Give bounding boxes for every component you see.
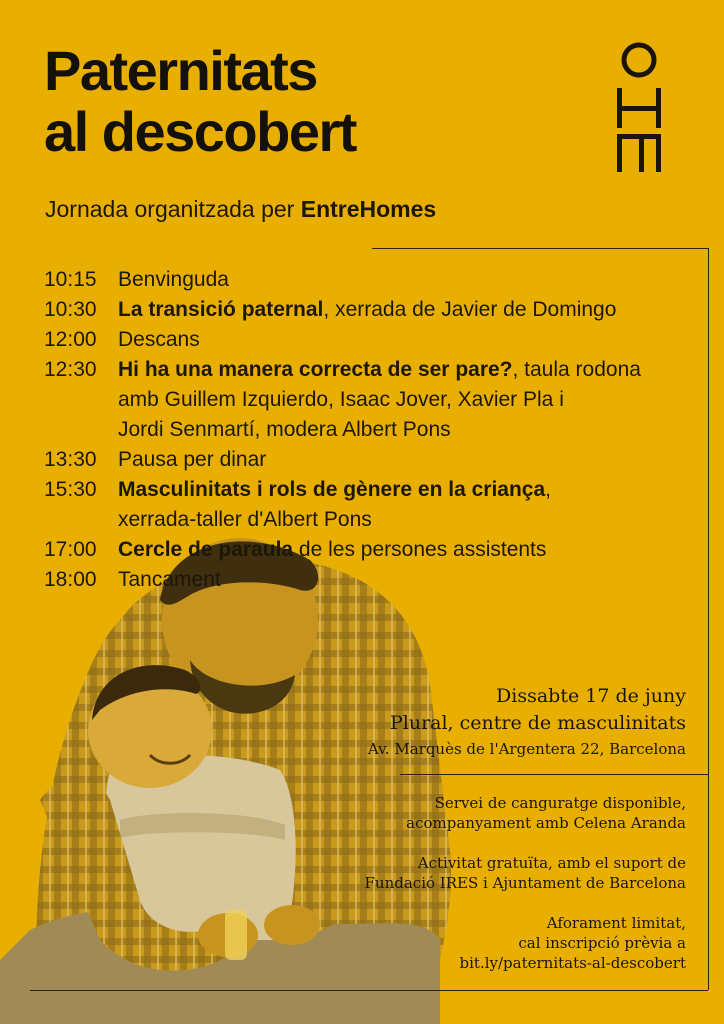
schedule-time: 10:15: [44, 268, 97, 291]
schedule-continuation: amb Guillem Izquierdo, Isaac Jover, Xavier Pla i: [118, 388, 564, 411]
schedule-item: [44, 535, 704, 565]
venue-info: [368, 683, 686, 761]
schedule-time: 12:30: [44, 358, 97, 381]
poster-title: [44, 40, 356, 162]
note-line: acompanyament amb Celena Aranda: [406, 814, 686, 832]
poster-subtitle: [45, 196, 436, 223]
schedule-highlight: La transició paternal: [118, 298, 324, 321]
schedule-list: [44, 265, 704, 595]
note-line: Fundació IRES i Ajuntament de Barcelona: [364, 874, 686, 892]
schedule-description: [118, 535, 704, 565]
schedule-time: 15:30: [44, 478, 97, 501]
schedule-time: 17:00: [44, 538, 97, 561]
schedule-text: Descans: [118, 328, 200, 351]
title-line-2: al descobert: [44, 100, 356, 163]
event-date: Dissabte 17 de juny: [496, 685, 686, 707]
schedule-time: 12:00: [44, 328, 97, 351]
note-line: bit.ly/paternitats-al-descobert: [459, 954, 686, 972]
event-place: Plural, centre de masculinitats: [389, 712, 686, 734]
note-block: [365, 793, 686, 833]
schedule-item: [44, 445, 704, 475]
schedule-highlight: Hi ha una manera correcta de ser pare?: [118, 358, 513, 381]
title-line-1: Paternitats: [44, 39, 317, 102]
note-block: [365, 913, 686, 973]
schedule-time: 13:30: [44, 448, 97, 471]
schedule-description: [118, 445, 704, 475]
schedule-text: , taula rodona: [512, 358, 641, 381]
schedule-time: 18:00: [44, 568, 97, 591]
schedule-text: , xerrada de Javier de Domingo: [323, 298, 617, 321]
schedule-description: [118, 475, 704, 535]
schedule-continuation: xerrada-taller d'Albert Pons: [118, 508, 372, 531]
note-line: Aforament limitat,: [546, 914, 686, 932]
schedule-item: [44, 295, 704, 325]
schedule-item: [44, 475, 704, 535]
subtitle-prefix: Jornada organitzada per: [45, 196, 301, 222]
schedule-description: [118, 565, 704, 595]
event-address: Av. Marquès de l'Argentera 22, Barcelona: [367, 740, 686, 758]
event-notes: [365, 793, 686, 993]
schedule-top-divider: [372, 248, 708, 249]
schedule-description: [118, 355, 704, 445]
schedule-highlight: Cercle de paraula: [118, 538, 294, 561]
schedule-item: [44, 355, 704, 445]
schedule-time: 10:30: [44, 298, 97, 321]
schedule-highlight: Masculinitats i rols de gènere en la criança: [118, 478, 546, 501]
schedule-item: [44, 325, 704, 355]
schedule-text: Benvinguda: [118, 268, 229, 291]
schedule-text: Pausa per dinar: [118, 448, 267, 471]
schedule-text: ,: [545, 478, 552, 501]
schedule-continuation: Jordi Senmartí, modera Albert Pons: [118, 418, 451, 441]
schedule-description: [118, 265, 704, 295]
schedule-description: [118, 295, 704, 325]
right-vertical-divider: [708, 248, 709, 990]
schedule-text: de les persones assistents: [293, 538, 547, 561]
note-line: Activitat gratuïta, amb el suport de: [417, 854, 686, 872]
note-line: Servei de canguratge disponible,: [434, 794, 686, 812]
entrehomes-logo-icon: [614, 38, 664, 174]
note-block: [365, 853, 686, 893]
schedule-description: [118, 325, 704, 355]
schedule-item: [44, 565, 704, 595]
organizer-name: EntreHomes: [300, 196, 437, 222]
venue-divider: [400, 774, 708, 775]
schedule-item: [44, 265, 704, 295]
note-line: cal inscripció prèvia a: [518, 934, 686, 952]
schedule-text: Tancament: [118, 568, 221, 591]
